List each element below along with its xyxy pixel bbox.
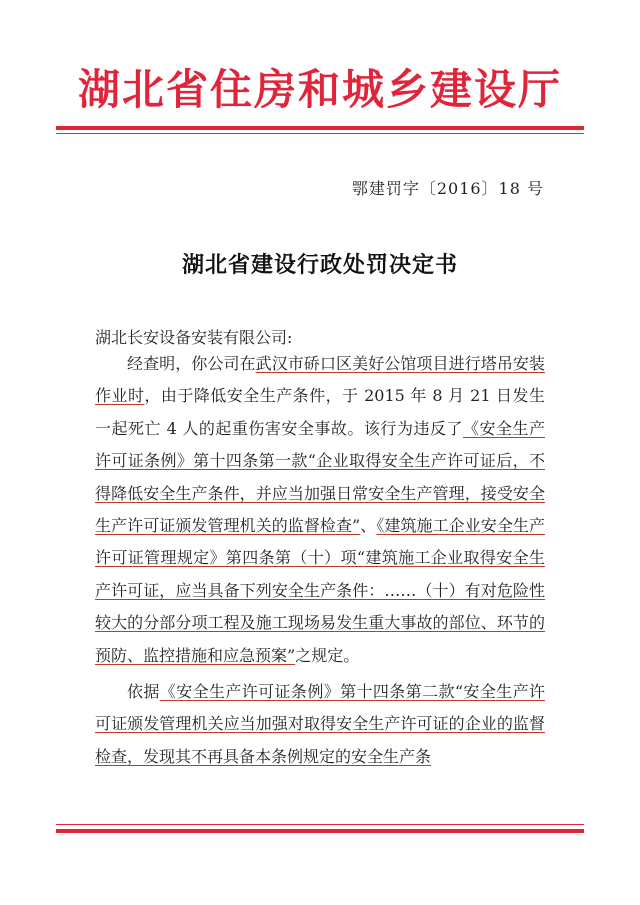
footer-red-rule-thin <box>56 824 584 825</box>
text-span: 经查明，你公司在 <box>127 354 256 373</box>
underlined-text: 武汉市硚口区美好公馆项目进行塔吊安装作业时 <box>95 354 545 406</box>
underlined-text: 《建筑施工企业安全生产许可证管理规定》第四条第（十）项“建筑施工企业取得安全生产许可证，应当具备下列安全生产条件：……（十）有对危险性较大的分部分项工程及施工现场易发生重大事故的部位、环节的预防、监控措施和应急预案” <box>95 516 545 665</box>
text-span: 之规定。 <box>295 645 360 665</box>
text-span: 依据 <box>127 682 160 702</box>
addressee: 湖北长安设备安装有限公司: <box>95 328 293 347</box>
paragraph-basis <box>95 676 545 773</box>
paragraph-findings <box>95 348 545 672</box>
document-title: 湖北省建设行政处罚决定书 <box>181 252 458 278</box>
document-number: 鄂建罚字〔2016〕18 号 <box>351 179 544 198</box>
header-red-rule-thick <box>56 126 584 130</box>
document-body <box>95 348 545 773</box>
underlined-text: 《安全生产许可证条例》第十四条第一款“企业取得安全生产许可证后，不得降低安全生产条件，并应当加强日常安全生产管理，接受安全生产许可证颁发管理机关的监督检查” <box>95 418 545 536</box>
header-red-rule-thin <box>56 133 584 134</box>
underlined-text: 《安全生产许可证条例》第十四条第二款“安全生产许可证颁发管理机关应当加强对取得安全生产许可证的企业的监督检查，发现其不再具备本条例规定的安全生产条 <box>95 682 545 766</box>
footer-red-rule-thick <box>56 829 584 833</box>
text-span: ，由于降低安全生产条件，于 2015 年 8 月 21 日发生一起死亡 4 人的起重伤害安全事故。该行为违反了 <box>95 386 545 438</box>
organization-header: 湖北省住房和城乡建设厅 <box>77 65 562 114</box>
text-span: 、 <box>360 516 377 536</box>
